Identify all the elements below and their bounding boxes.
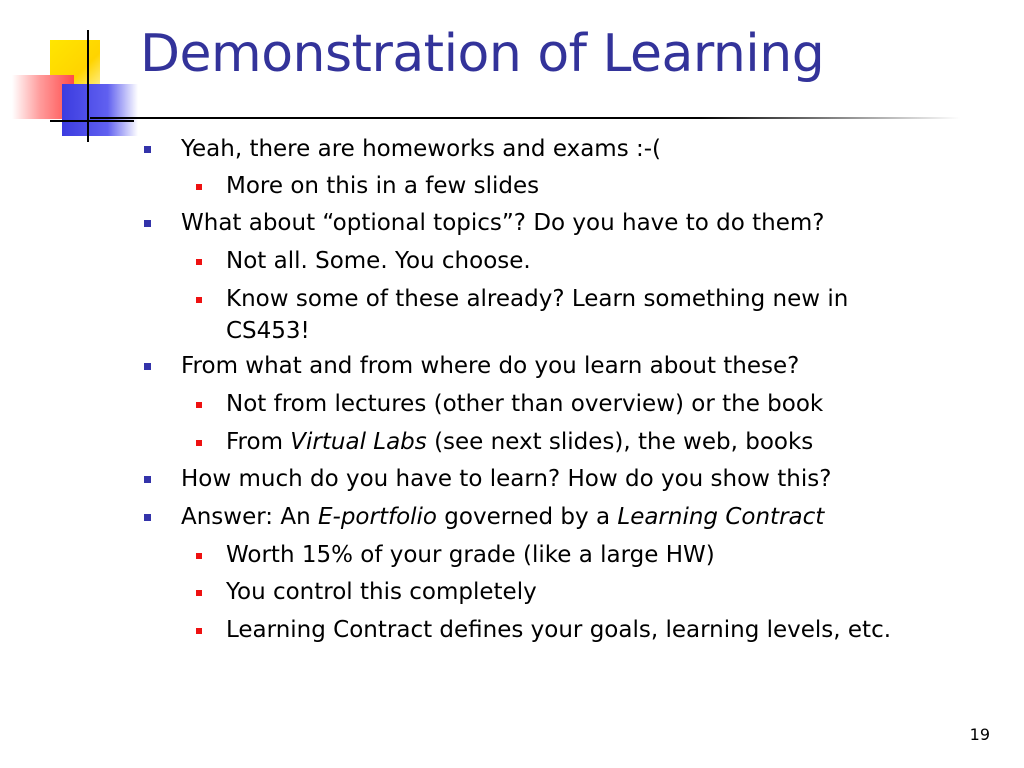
- sub-bullet-text: Not from lectures (other than overview) or the book: [226, 391, 824, 417]
- sub-bullet-text-line1: Know some of these already? Learn something new in: [226, 286, 849, 312]
- bullet-text: What about “optional topics”? Do you have to do them?: [181, 210, 825, 236]
- page-number: 19: [969, 725, 990, 744]
- sub-bullet-emphasis: Virtual Labs: [290, 429, 427, 455]
- sub-bullet-text-line2: CS453!: [226, 318, 310, 344]
- sub-bullet-item: [226, 614, 891, 646]
- horizontal-line: [50, 120, 134, 122]
- bullet-square-icon: [144, 363, 151, 370]
- bullet-item: [181, 133, 661, 165]
- bullet-square-icon: [144, 514, 151, 521]
- sub-bullet-item: [226, 170, 539, 202]
- sub-bullet-text: You control this completely: [226, 579, 537, 605]
- bullet-text: Yeah, there are homeworks and exams :-(: [181, 136, 662, 162]
- bullet-text-middle: governed by a: [437, 504, 618, 530]
- bullet-item: [181, 207, 824, 239]
- sub-bullet-text: Learning Contract defines your goals, learning levels, etc.: [226, 617, 892, 643]
- bullet-item: [181, 463, 831, 495]
- bullet-item: [181, 350, 799, 382]
- sub-bullet-item: [226, 576, 537, 608]
- sub-bullet-item: [226, 388, 823, 420]
- sub-bullet-square-icon: [196, 590, 202, 596]
- title-underline: [90, 117, 960, 119]
- bullet-square-icon: [144, 146, 151, 153]
- sub-bullet-text: More on this in a few slides: [226, 173, 540, 199]
- sub-bullet-square-icon: [196, 440, 202, 446]
- sub-bullet-text: Worth 15% of your grade (like a large HW): [226, 542, 715, 568]
- bullet-text: From what and from where do you learn about these?: [181, 353, 800, 379]
- sub-bullet-square-icon: [196, 553, 202, 559]
- sub-bullet-text: Not all. Some. You choose.: [226, 248, 531, 274]
- sub-bullet-item: [226, 539, 715, 571]
- bullet-text: How much do you have to learn? How do you show this?: [181, 466, 832, 492]
- sub-bullet-item: [226, 426, 813, 458]
- sub-bullet-square-icon: [196, 259, 202, 265]
- sub-bullet-item: [226, 283, 848, 347]
- slide-logo-decoration: [0, 0, 140, 145]
- sub-bullet-item: [226, 245, 531, 277]
- sub-bullet-text-before: From: [226, 429, 291, 455]
- sub-bullet-square-icon: [196, 402, 202, 408]
- bullet-square-icon: [144, 476, 151, 483]
- slide-title: Demonstration of Learning: [140, 24, 825, 84]
- sub-bullet-square-icon: [196, 297, 202, 303]
- bullet-square-icon: [144, 220, 151, 227]
- bullet-emphasis-2: Learning Contract: [617, 504, 825, 530]
- sub-bullet-square-icon: [196, 184, 202, 190]
- sub-bullet-text-after: (see next slides), the web, books: [426, 429, 814, 455]
- vertical-line: [87, 30, 89, 142]
- bullet-item: [181, 501, 824, 533]
- bullet-emphasis-1: E-portfolio: [318, 504, 437, 530]
- bullet-text-before: Answer: An: [181, 504, 318, 530]
- blue-square: [62, 84, 138, 136]
- sub-bullet-square-icon: [196, 628, 202, 634]
